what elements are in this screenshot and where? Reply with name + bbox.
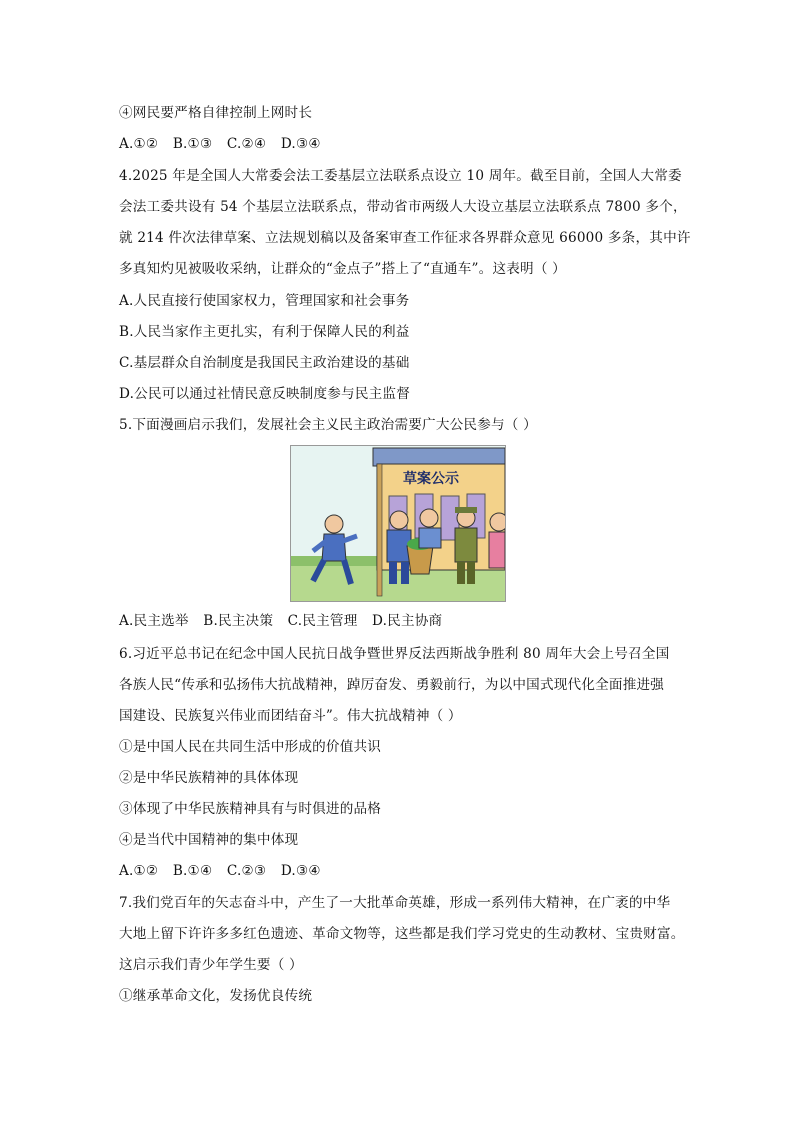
q6-option-d: D.③④ bbox=[280, 863, 321, 879]
q6-stem-line-3: 国建设、民族复兴伟业而团结奋斗”。伟大抗战精神（ ） bbox=[119, 708, 462, 724]
q6-options bbox=[119, 862, 331, 880]
q6-option-b: B.①④ bbox=[172, 863, 213, 879]
draft-publicity-comic bbox=[290, 445, 506, 602]
q3-option-d: D.③④ bbox=[280, 136, 321, 152]
q4-option-a: A.人民直接行使国家权力，管理国家和社会事务 bbox=[119, 293, 410, 309]
comic-illustration bbox=[291, 446, 505, 601]
q6-option-a: A.①② bbox=[119, 863, 159, 879]
q7-item-1: ①继承革命文化，发扬优良传统 bbox=[119, 988, 313, 1004]
q4-stem-line-1: 4.2025 年是全国人大常委会法工委基层立法联系点设立 10 周年。截至目前，全国人大常委 bbox=[119, 168, 682, 184]
q4-option-d: D.公民可以通过社情民意反映制度参与民主监督 bbox=[119, 386, 411, 402]
q7-stem-line-3: 这启示我们青少年学生要（ ） bbox=[119, 957, 303, 973]
q5-option-a: A.民主选举 bbox=[119, 613, 189, 629]
q4-stem-line-2: 会法工委共设有 54 个基层立法联系点，带动省市两级人大设立基层立法联系点 7800 多个， bbox=[119, 199, 687, 215]
q7-stem-line-2: 大地上留下许许多多红色遗迹、革命文物等，这些都是我们学习党史的生动教材、宝贵财富。 bbox=[119, 926, 685, 942]
q6-item-1: ①是中国人民在共同生活中形成的价值共识 bbox=[119, 739, 382, 755]
q6-stem-line-1: 6.习近平总书记在纪念中国人民抗日战争暨世界反法西斯战争胜利 80 周年大会上号召全国 bbox=[119, 646, 670, 662]
q4-stem-line-3: 就 214 件次法律草案、立法规划稿以及备案审查工作征求各界群众意见 66000 多条，其中许 bbox=[119, 230, 691, 246]
q3-option-c: C.②④ bbox=[226, 136, 267, 152]
q3-item-4: ④网民要严格自律控制上网时长 bbox=[119, 105, 313, 121]
q3-option-a: A.①② bbox=[119, 136, 159, 152]
q5-option-c: C.民主管理 bbox=[287, 613, 358, 629]
q5-option-d: D.民主协商 bbox=[372, 613, 443, 629]
q5-options bbox=[119, 612, 452, 630]
q5-stem: 5.下面漫画启示我们，发展社会主义民主政治需要广大公民参与（ ） bbox=[119, 417, 537, 433]
q6-item-2: ②是中华民族精神的具体体现 bbox=[119, 770, 299, 786]
q6-item-4: ④是当代中国精神的集中体现 bbox=[119, 832, 299, 848]
q6-option-c: C.②③ bbox=[226, 863, 267, 879]
q4-stem-line-4: 多真知灼见被吸收采纳，让群众的“金点子”搭上了“直通车”。这表明（ ） bbox=[119, 261, 566, 277]
q6-item-3: ③体现了中华民族精神具有与时俱进的品格 bbox=[119, 801, 382, 817]
q5-option-b: B.民主决策 bbox=[203, 613, 274, 629]
q6-stem-line-2: 各族人民“传承和弘扬伟大抗战精神，踔厉奋发、勇毅前行，为以中国式现代化全面推进强 bbox=[119, 677, 665, 693]
comic-sign-text: 草案公示 bbox=[403, 471, 459, 487]
q3-option-b: B.①③ bbox=[172, 136, 213, 152]
q4-option-b: B.人民当家作主更扎实，有利于保障人民的利益 bbox=[119, 324, 410, 340]
q3-options bbox=[119, 135, 331, 153]
q4-option-c: C.基层群众自治制度是我国民主政治建设的基础 bbox=[119, 355, 410, 371]
q7-stem-line-1: 7.我们党百年的矢志奋斗中，产生了一大批革命英雄，形成一系列伟大精神，在广袤的中华 bbox=[119, 895, 671, 911]
